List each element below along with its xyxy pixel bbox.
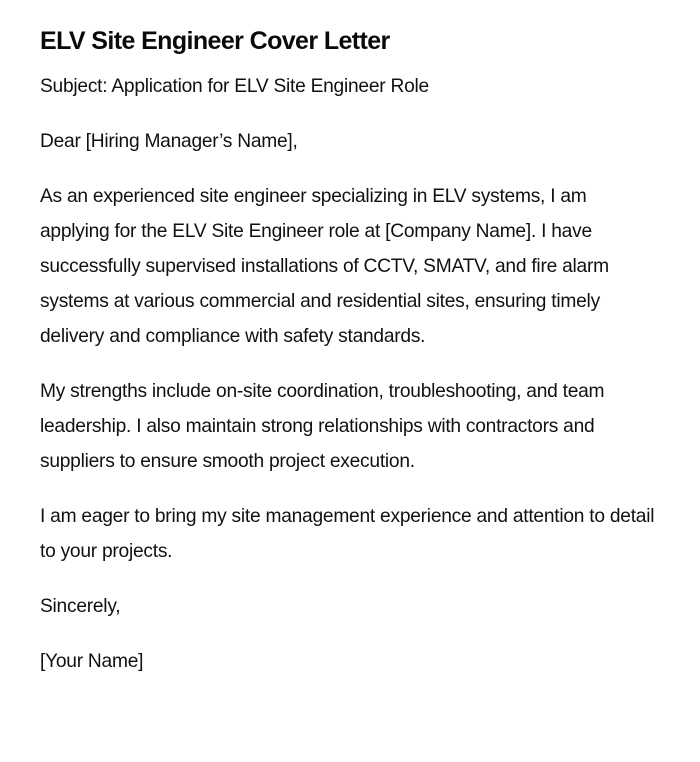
letter-title: ELV Site Engineer Cover Letter (40, 27, 390, 55)
letter-paragraph-conclusion: I am eager to bring my site management experience and attention to detail to your projects. (40, 506, 655, 562)
letter-closing: Sincerely, (40, 596, 121, 617)
cover-letter (40, 24, 660, 679)
letter-subject: Subject: Application for ELV Site Engineer Role (40, 76, 429, 97)
letter-paragraph-strengths: My strengths include on-site coordination, troubleshooting, and team leadership. I also maintain strong relationships with contractors and suppliers to ensure smooth project execution. (40, 381, 605, 472)
letter-greeting: Dear [Hiring Manager’s Name], (40, 131, 298, 152)
letter-signature: [Your Name] (40, 651, 144, 672)
letter-paragraph-intro: As an experienced site engineer specializing in ELV systems, I am applying for the ELV Site Engineer role at [Company Name]. I have successfully supervised installations of CCTV, SMATV, and fire alarm systems at various commercial and residential sites, ensuring timely delivery and compliance with safety standards. (40, 186, 609, 347)
